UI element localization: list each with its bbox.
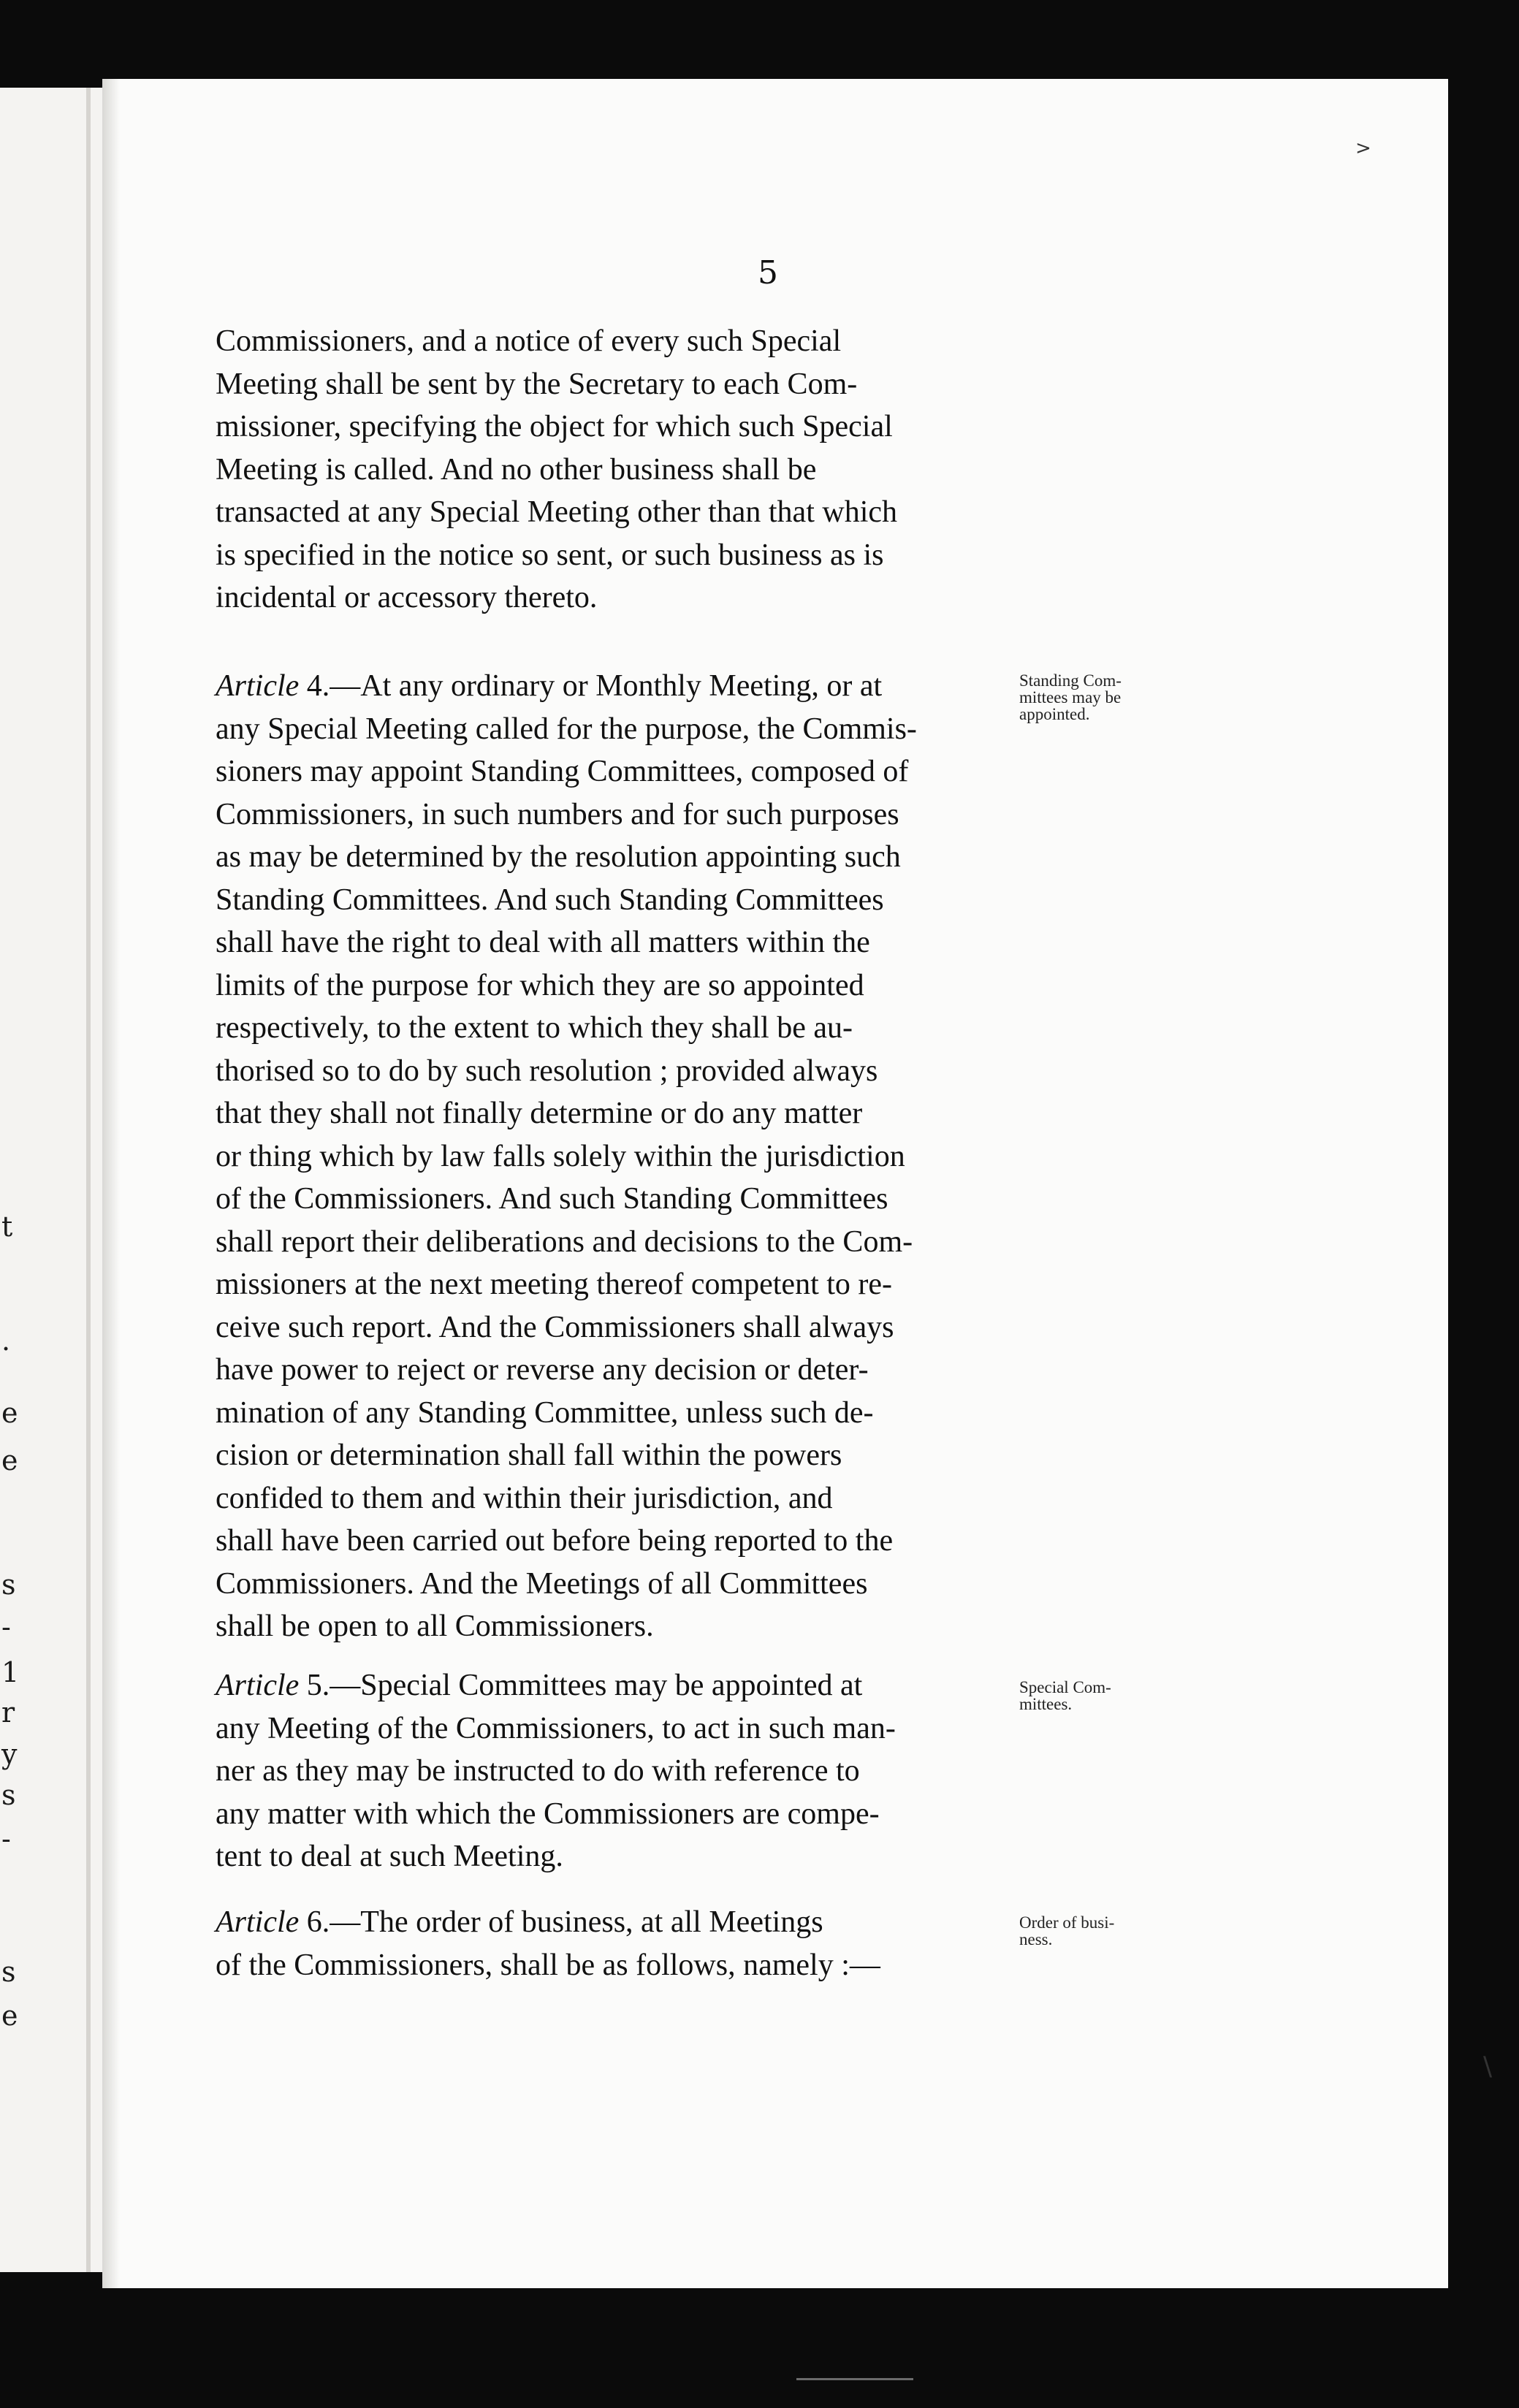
edge-char: e [1,1397,18,1429]
page-gutter [86,88,91,2272]
edge-char: t [1,1211,13,1243]
article-6-body: 6.—The order of business, at all Meetings of the Commissioners, shall be as follows, namely :— [216,1905,880,1982]
article-4 [216,665,1111,1648]
previous-page-edge [0,88,102,2272]
edge-char: - [1,1611,11,1643]
edge-char: s [1,1779,16,1811]
article-6-text [216,1901,1111,1986]
article-6-label: Article [216,1905,300,1939]
margin-note-order-of-business: Order of busi- ness. [1019,1913,1115,1948]
article-5-label: Article [216,1669,300,1702]
scan-mark: > [1355,137,1371,159]
edge-char: e [1,2000,18,2032]
page-fold-shadow [102,79,120,2288]
margin-note-special-committees: Special Com- mittees. [1019,1678,1111,1713]
article-4-body: 4.—At any ordinary or Monthly Meeting, or at any Special Meeting called for the purpose, the Commis- sioners may appoint Standing Committees, composed of Commissioners, in such numbers and for such purposes as may be determined by the resolution appointing such Standing Committees. And such Standing Committees shall have the right to deal with all matters within the limits of the purpose for which they are so appointed respectively, to the extent to which they shall be au- thorised so to do by such resolution ; provided always that they shall not finally determine or do any matter or thing which by law falls solely within the jurisdiction of the Commissioners. And such Standing Committees shall report their deliberations and decisions to the Com- missioners at the next meeting thereof competent to re- ceive such report. And the Commissioners shall always have power to reject or reverse any decision or deter- mination of any Standing Committee, unless such de- cision or determination shall fall within the powers confided to them and within their jurisdiction, and shall have been carried out before being reported to the Commissioners. And the Meetings of all Committees shall be open to all Commissioners. [216,669,917,1643]
scan-mark: \ [1483,2051,1493,2081]
document-page [102,79,1493,2288]
article-5-body: 5.—Special Committees may be appointed at any Meeting of the Commissioners, to act in such man- ner as they may be instructed to do with reference to any matter with which the Commissioners are compe- tent to deal at such Meeting. [216,1669,896,1873]
edge-char: . [1,1325,11,1357]
edge-char: y [1,1738,18,1770]
edge-char: s [1,1956,16,1988]
page-number: 5 [758,254,778,292]
margin-note-standing-committees: Standing Com- mittees may be appointed. [1019,671,1122,723]
edge-char: - [1,1823,11,1855]
edge-char: 1 [1,1656,20,1688]
article-5 [216,1664,1111,1878]
edge-char: e [1,1444,18,1477]
paragraph-text: Commissioners, and a notice of every such Special Meeting shall be sent by the Secretary to each Com- missioner, specifying the object for which such Special Meeting is called. And no other business shall be transacted at any Special Meeting other than that which is specified in the notice so sent, or such business as is incidental or accessory thereto. [216,324,898,614]
edge-char: s [1,1569,16,1601]
article-4-text [216,665,1111,1648]
paragraph-continuation [216,320,1111,620]
article-6 [216,1901,1111,1986]
article-4-label: Article [216,669,300,703]
edge-char: r [1,1696,15,1729]
scan-artifact-dash [796,2378,913,2380]
article-5-text [216,1664,1111,1878]
